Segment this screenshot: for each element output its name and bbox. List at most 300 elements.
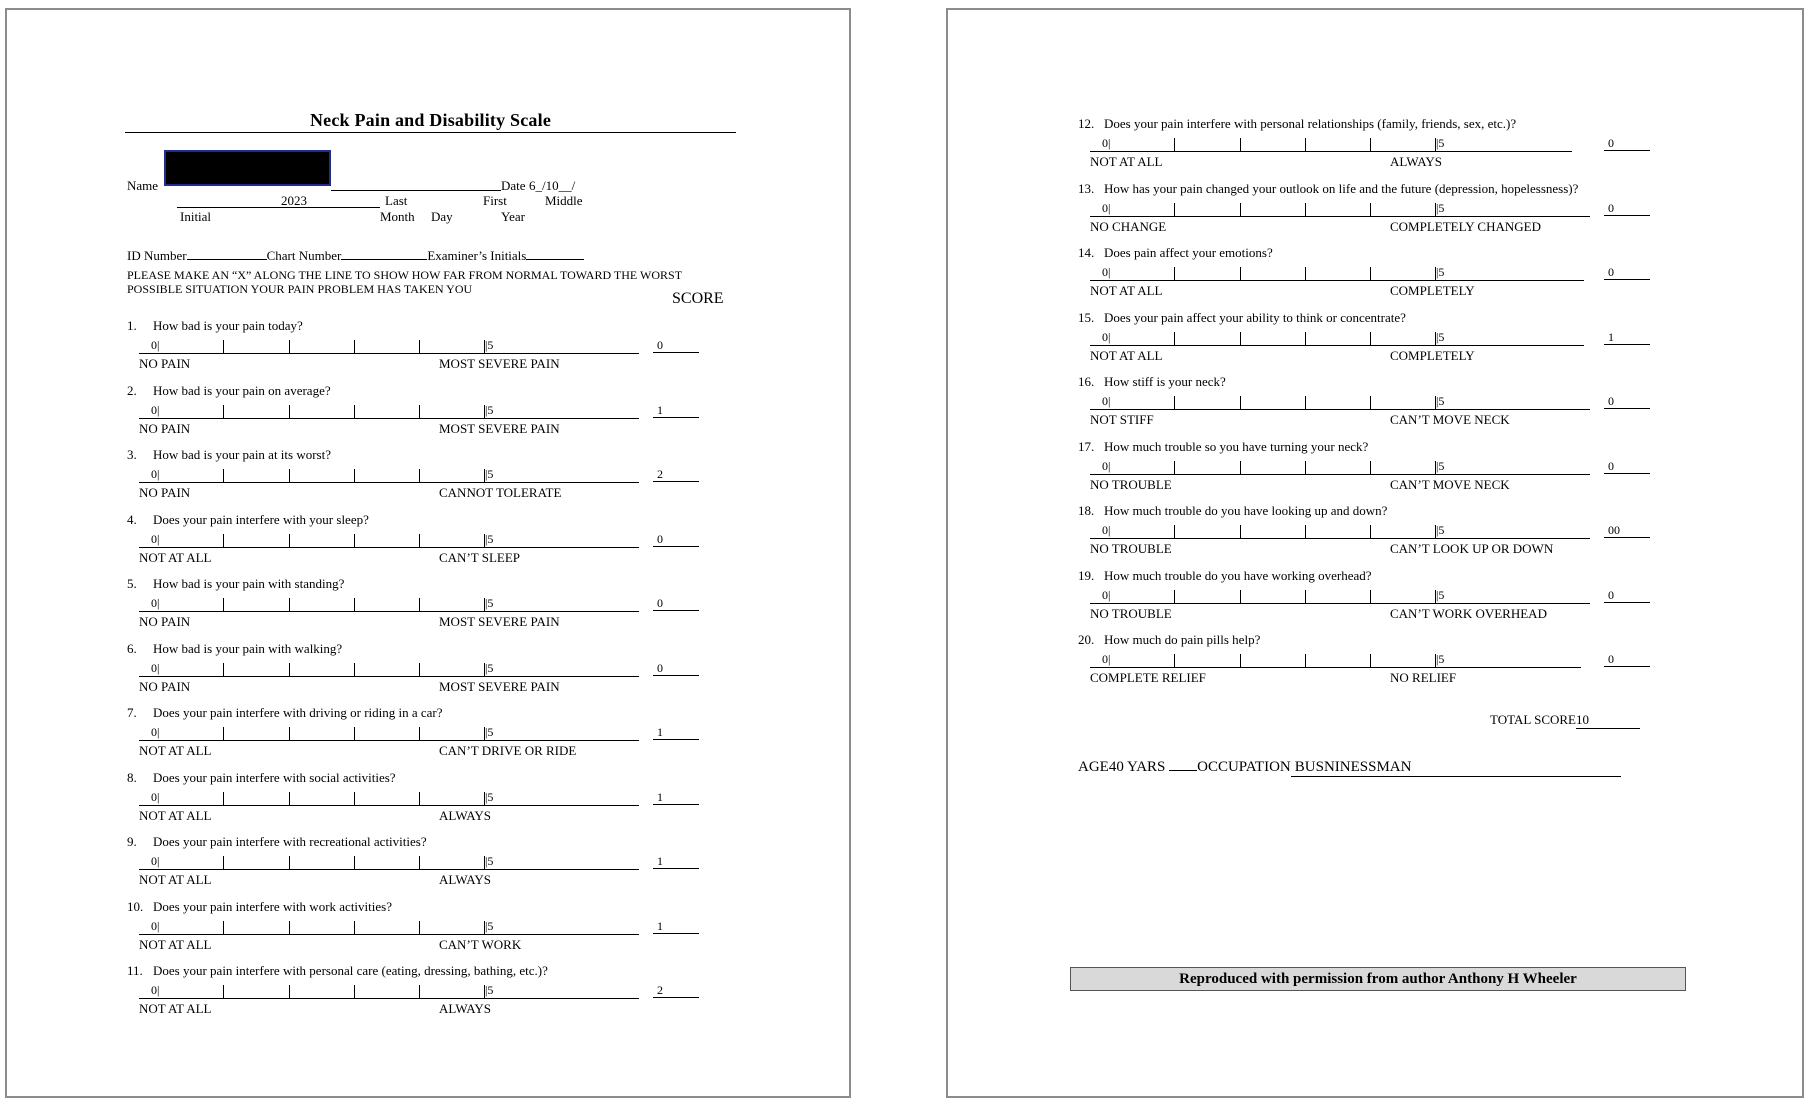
- date-value: 6_/10__/: [529, 178, 576, 193]
- scale-five: |5: [1436, 200, 1445, 215]
- scale-high-label: COMPLETELY: [1390, 347, 1475, 363]
- permission-notice: Reproduced with permission from author Anthony H Wheeler: [1070, 967, 1686, 991]
- scale-tick: [1240, 396, 1241, 409]
- scale-high-label: CAN’T LOOK UP OR DOWN: [1390, 541, 1554, 556]
- scale-zero: 0|: [1102, 200, 1111, 215]
- scale-tick: [1370, 138, 1371, 151]
- scale-anchor-labels: [1090, 412, 1510, 428]
- question-label: Does your pain interfere with social activities?: [153, 769, 396, 785]
- question-score[interactable]: 0: [653, 532, 699, 547]
- score-header: SCORE: [672, 290, 724, 307]
- scale-tick: [1240, 525, 1241, 538]
- middle-label: Middle: [545, 193, 583, 208]
- question-text: [1078, 374, 1226, 390]
- scale-tick: [223, 792, 224, 805]
- scale-high-label: MOST SEVERE PAIN: [439, 678, 560, 694]
- question-number: 20.: [1078, 632, 1095, 647]
- scale-tick: [1240, 138, 1241, 151]
- scale-zero: 0|: [151, 918, 160, 933]
- scale-zero: 0|: [1102, 394, 1111, 408]
- question-label: Does pain affect your emotions?: [1104, 245, 1273, 260]
- day-label: Day: [431, 209, 453, 224]
- scale-tick: [419, 856, 420, 869]
- scale-zero: 0|: [151, 789, 160, 804]
- question-number: 17.: [1078, 438, 1095, 454]
- rating-scale-line[interactable]: [139, 661, 639, 677]
- question-number: 2.: [127, 382, 137, 398]
- scale-anchor-labels: [139, 420, 560, 437]
- occupation-field: [1291, 759, 1621, 777]
- question-number: 16.: [1078, 374, 1095, 389]
- question-number: 5.: [127, 576, 137, 591]
- question-number: 7.: [127, 705, 137, 720]
- scale-high-label: ALWAYS: [439, 1001, 492, 1016]
- scale-tick: [289, 985, 290, 998]
- scale-high-label: COMPLETELY: [1390, 283, 1475, 298]
- scale-tick: [354, 405, 355, 418]
- scale-low-label: NOT AT ALL: [1090, 154, 1163, 169]
- scale-anchor-labels: [139, 872, 492, 888]
- scale-anchor-labels: [1090, 605, 1547, 622]
- scale-tick: [1174, 332, 1175, 345]
- total-score-label: TOTAL SCORE: [1490, 712, 1576, 727]
- question-label: How bad is your pain with standing?: [153, 576, 345, 591]
- id-number-label: ID Number: [127, 248, 187, 263]
- scale-five: |5: [485, 789, 494, 804]
- question-text: [1078, 116, 1516, 132]
- scale-low-label: NO TROUBLE: [1090, 476, 1172, 492]
- scale-tick: [1370, 654, 1371, 667]
- scale-low-label: NOT STIFF: [1090, 412, 1154, 427]
- rating-scale-line[interactable]: [1090, 330, 1584, 346]
- scale-tick: [223, 405, 224, 418]
- question-number: 14.: [1078, 245, 1095, 260]
- scale-tick: [1305, 590, 1306, 603]
- question-text: [127, 383, 331, 399]
- scale-anchor-labels: [139, 356, 560, 372]
- scale-tick: [419, 598, 420, 611]
- question-text: [1078, 568, 1372, 584]
- scale-low-label: NOT AT ALL: [139, 872, 212, 887]
- scale-high-label: MOST SEVERE PAIN: [439, 614, 560, 629]
- scale-zero: 0|: [1102, 329, 1111, 344]
- scale-high-label: CAN’T WORK: [439, 936, 522, 952]
- scale-tick: [419, 663, 420, 676]
- rating-scale-line[interactable]: [1090, 394, 1590, 410]
- scale-tick: [289, 856, 290, 869]
- scale-tick: [354, 469, 355, 482]
- scale-five: |5: [1436, 458, 1445, 473]
- scale-tick: [1174, 138, 1175, 151]
- scale-five: |5: [485, 467, 494, 481]
- age-value: 40 YARS: [1108, 759, 1166, 775]
- scale-anchor-labels: [1090, 218, 1541, 235]
- scale-high-label: CAN’T SLEEP: [439, 549, 521, 565]
- scale-low-label: NO PAIN: [139, 356, 191, 371]
- scale-tick: [354, 921, 355, 934]
- rating-scale-line[interactable]: [1090, 201, 1590, 217]
- scale-tick: [419, 534, 420, 547]
- scale-five: |5: [485, 983, 494, 997]
- question-score[interactable]: 0: [1604, 652, 1650, 667]
- scale-zero: 0|: [1102, 265, 1111, 279]
- scale-high-label: NO RELIEF: [1390, 670, 1457, 685]
- question-text: [127, 641, 342, 657]
- question-label: Does your pain interfere with recreational activities?: [153, 834, 427, 849]
- scale-anchor-labels: [1090, 154, 1443, 170]
- scale-anchor-labels: [139, 549, 521, 566]
- question-score[interactable]: 1: [1604, 330, 1650, 345]
- scale-low-label: NOT AT ALL: [139, 807, 212, 823]
- scale-tick: [1174, 396, 1175, 409]
- question-text: [1078, 310, 1406, 326]
- scale-tick: [354, 792, 355, 805]
- scale-low-label: NO CHANGE: [1090, 218, 1167, 234]
- scale-tick: [289, 469, 290, 482]
- scale-five: |5: [1436, 265, 1445, 279]
- scale-high-label: CAN’T MOVE NECK: [1390, 476, 1510, 492]
- question-number: 15.: [1078, 309, 1095, 325]
- scale-tick: [1370, 590, 1371, 603]
- scale-tick: [354, 534, 355, 547]
- question-number: 13.: [1078, 180, 1095, 196]
- scale-five: |5: [1436, 587, 1445, 602]
- scale-tick: [289, 663, 290, 676]
- scale-tick: [289, 792, 290, 805]
- rating-scale-line[interactable]: [1090, 459, 1590, 475]
- scale-tick: [1240, 332, 1241, 345]
- question-label: How much trouble do you have looking up and down?: [1104, 503, 1388, 518]
- question-score[interactable]: 0: [653, 338, 699, 353]
- scale-tick: [289, 534, 290, 547]
- scale-five: |5: [1436, 136, 1445, 150]
- rating-scale-line[interactable]: [139, 919, 639, 935]
- scale-five: |5: [1436, 329, 1445, 344]
- scale-five: |5: [485, 918, 494, 933]
- scale-five: |5: [1436, 652, 1445, 666]
- scale-anchor-labels: [139, 614, 560, 630]
- question-text: [127, 963, 548, 979]
- scale-tick: [1240, 590, 1241, 603]
- question-label: Does your pain interfere with driving or riding in a car?: [153, 705, 443, 720]
- scale-zero: 0|: [151, 467, 160, 481]
- scale-anchor-labels: [139, 936, 522, 953]
- scale-tick: [1370, 203, 1371, 216]
- question-label: How much do pain pills help?: [1104, 632, 1261, 647]
- scale-zero: 0|: [151, 660, 160, 675]
- scale-tick: [223, 534, 224, 547]
- scale-anchor-labels: [1090, 283, 1475, 299]
- question-number: 3.: [127, 447, 137, 462]
- question-text: [1078, 503, 1387, 519]
- first-label: First: [483, 193, 507, 208]
- scale-five: |5: [485, 338, 494, 352]
- scale-tick: [354, 598, 355, 611]
- question-label: Does your pain interfere with personal relationships (family, friends, sex, etc.)?: [1104, 116, 1517, 131]
- rating-scale-line[interactable]: [1090, 588, 1590, 604]
- question-number: 4.: [127, 511, 137, 527]
- scale-tick: [354, 856, 355, 869]
- examiner-initials-label: Examiner’s Initials: [427, 248, 527, 263]
- rating-scale-line[interactable]: [139, 854, 639, 870]
- scale-tick: [1370, 396, 1371, 409]
- scale-five: |5: [485, 854, 494, 868]
- chart-number-label: Chart Number: [266, 248, 342, 263]
- scale-tick: [1174, 461, 1175, 474]
- scale-tick: [223, 663, 224, 676]
- scale-tick: [419, 340, 420, 353]
- question-label: Does your pain affect your ability to think or concentrate?: [1104, 309, 1406, 325]
- scale-five: |5: [1436, 523, 1445, 537]
- scale-tick: [1305, 461, 1306, 474]
- month-label: Month: [380, 209, 415, 224]
- scale-anchor-labels: [139, 1001, 492, 1017]
- scale-anchor-labels: [1090, 670, 1457, 686]
- scale-tick: [289, 598, 290, 611]
- question-text: [1078, 181, 1578, 197]
- scale-tick: [1370, 267, 1371, 280]
- question-number: 9.: [127, 834, 137, 849]
- id-chart-examiner-row: [127, 246, 584, 264]
- scale-tick: [419, 405, 420, 418]
- scale-tick: [1174, 654, 1175, 667]
- scale-low-label: NOT AT ALL: [1090, 347, 1163, 363]
- rating-scale-line[interactable]: [139, 725, 639, 741]
- scale-tick: [223, 921, 224, 934]
- question-score[interactable]: 1: [653, 403, 699, 418]
- scale-zero: 0|: [151, 854, 160, 868]
- question-text: [127, 834, 427, 850]
- scale-tick: [223, 469, 224, 482]
- scale-low-label: NOT AT ALL: [139, 743, 212, 758]
- scale-tick: [419, 985, 420, 998]
- question-score[interactable]: 2: [653, 467, 699, 482]
- question-score[interactable]: 0: [1604, 265, 1650, 280]
- question-text: [1078, 439, 1368, 455]
- scale-tick: [1174, 203, 1175, 216]
- scale-anchor-labels: [139, 678, 560, 695]
- scale-tick: [1370, 525, 1371, 538]
- question-number: 10.: [127, 898, 144, 914]
- rating-scale-line[interactable]: [139, 983, 639, 999]
- age-label: AGE: [1078, 759, 1109, 775]
- scale-tick: [223, 856, 224, 869]
- scale-anchor-labels: [139, 485, 562, 501]
- form-title: Neck Pain and Disability Scale: [125, 110, 736, 133]
- question-score[interactable]: 0: [1604, 136, 1650, 151]
- scale-tick: [1174, 267, 1175, 280]
- occupation-label: OCCUPATION: [1197, 759, 1291, 775]
- rating-scale-line[interactable]: [139, 338, 639, 354]
- scale-low-label: NOT AT ALL: [139, 936, 212, 952]
- question-number: 19.: [1078, 567, 1095, 583]
- question-score[interactable]: 00: [1604, 523, 1650, 538]
- rating-scale-line[interactable]: [1090, 265, 1584, 281]
- scale-low-label: NO PAIN: [139, 614, 191, 629]
- instruction-line-1: PLEASE MAKE AN “X” ALONG THE LINE TO SHOW HOW FAR FROM NORMAL TOWARD THE WORST: [127, 268, 683, 282]
- scale-tick: [1240, 461, 1241, 474]
- scale-tick: [354, 727, 355, 740]
- scale-tick: [419, 792, 420, 805]
- scale-zero: 0|: [151, 402, 160, 417]
- scale-zero: 0|: [151, 338, 160, 352]
- question-score[interactable]: 1: [653, 725, 699, 740]
- scale-zero: 0|: [151, 596, 160, 610]
- total-score-row: [1490, 712, 1640, 729]
- question-score[interactable]: 0: [1604, 394, 1650, 409]
- scale-tick: [1370, 461, 1371, 474]
- scale-five: |5: [485, 725, 494, 739]
- scale-tick: [419, 921, 420, 934]
- scale-tick: [1305, 654, 1306, 667]
- scale-tick: [289, 405, 290, 418]
- scale-tick: [1305, 396, 1306, 409]
- question-label: How bad is your pain at its worst?: [153, 447, 332, 462]
- scale-low-label: NO PAIN: [139, 420, 191, 436]
- rating-scale-line[interactable]: [139, 403, 639, 419]
- scale-tick: [1305, 138, 1306, 151]
- instruction-line-2: POSSIBLE SITUATION YOUR PAIN PROBLEM HAS TAKEN YOU: [127, 282, 473, 296]
- question-score[interactable]: 0: [1604, 201, 1650, 216]
- question-label: How bad is your pain with walking?: [153, 640, 343, 656]
- question-label: How bad is your pain on average?: [153, 382, 331, 398]
- scale-high-label: CAN’T MOVE NECK: [1390, 412, 1510, 427]
- question-label: Does your pain interfere with personal care (eating, dressing, bathing, etc.)?: [153, 963, 548, 978]
- scale-tick: [1370, 332, 1371, 345]
- question-score[interactable]: 0: [653, 661, 699, 676]
- question-number: 8.: [127, 769, 137, 785]
- scale-high-label: MOST SEVERE PAIN: [439, 420, 560, 436]
- scale-tick: [354, 340, 355, 353]
- occupation-value: BUSNINESSMAN: [1294, 759, 1412, 775]
- total-score-value: 10: [1576, 712, 1640, 729]
- question-number: 11.: [127, 963, 143, 978]
- scale-five: |5: [485, 596, 494, 610]
- scale-low-label: NOT AT ALL: [139, 549, 212, 565]
- scale-anchor-labels: [139, 807, 492, 824]
- scale-tick: [1174, 590, 1175, 603]
- scale-tick: [1305, 267, 1306, 280]
- rating-scale-line[interactable]: [139, 532, 639, 548]
- scale-tick: [1305, 525, 1306, 538]
- year-line: [177, 207, 380, 208]
- question-label: Does your pain interfere with work activities?: [153, 898, 392, 914]
- scale-zero: 0|: [1102, 587, 1111, 602]
- scale-zero: 0|: [1102, 523, 1111, 537]
- scale-tick: [354, 985, 355, 998]
- scale-tick: [223, 340, 224, 353]
- scale-high-label: MOST SEVERE PAIN: [439, 356, 560, 371]
- rating-scale-line[interactable]: [1090, 652, 1581, 668]
- scale-high-label: ALWAYS: [439, 872, 492, 887]
- scale-tick: [1305, 332, 1306, 345]
- question-score[interactable]: 1: [653, 790, 699, 805]
- scale-anchor-labels: [1090, 476, 1510, 493]
- scale-tick: [419, 469, 420, 482]
- year-label: Year: [501, 209, 525, 224]
- scale-tick: [1305, 203, 1306, 216]
- scale-low-label: NO PAIN: [139, 678, 191, 694]
- scale-low-label: NOT AT ALL: [139, 1001, 212, 1016]
- question-label: How bad is your pain today?: [153, 318, 303, 333]
- rating-scale-line[interactable]: [1090, 523, 1590, 539]
- scale-five: |5: [485, 531, 494, 546]
- question-score[interactable]: 1: [653, 854, 699, 869]
- scale-tick: [1240, 267, 1241, 280]
- rating-scale-line[interactable]: [139, 790, 639, 806]
- scale-tick: [289, 727, 290, 740]
- scale-zero: 0|: [151, 531, 160, 546]
- scale-tick: [1174, 525, 1175, 538]
- rating-scale-line[interactable]: [139, 467, 639, 483]
- scale-zero: 0|: [151, 983, 160, 997]
- scale-tick: [289, 921, 290, 934]
- scale-tick: [419, 727, 420, 740]
- scale-zero: 0|: [1102, 136, 1111, 150]
- question-number: 1.: [127, 318, 137, 333]
- question-text: [127, 705, 443, 721]
- chart-number-field[interactable]: [341, 246, 427, 260]
- scale-high-label: ALWAYS: [439, 807, 492, 823]
- scale-tick: [223, 598, 224, 611]
- scale-low-label: NO TROUBLE: [1090, 541, 1172, 556]
- age-occupation-row: [1078, 756, 1621, 777]
- question-label: How stiff is your neck?: [1104, 374, 1226, 389]
- form-page-2: [946, 8, 1804, 1098]
- question-text: [127, 318, 303, 334]
- initial-label: Initial: [180, 209, 212, 224]
- scale-low-label: NO PAIN: [139, 485, 191, 500]
- scale-tick: [1240, 654, 1241, 667]
- question-score[interactable]: 0: [653, 596, 699, 611]
- scale-high-label: ALWAYS: [1390, 154, 1443, 169]
- scale-five: |5: [485, 402, 494, 417]
- scale-tick: [223, 727, 224, 740]
- scale-five: |5: [1436, 394, 1445, 408]
- question-text: [127, 512, 369, 528]
- question-score[interactable]: 0: [1604, 459, 1650, 474]
- question-score[interactable]: 2: [653, 983, 699, 998]
- question-text: [1078, 245, 1273, 261]
- scale-zero: 0|: [1102, 458, 1111, 473]
- id-number-field[interactable]: [187, 246, 267, 260]
- scale-high-label: CAN’T WORK OVERHEAD: [1390, 605, 1547, 621]
- question-label: How much trouble so you have turning your neck?: [1104, 438, 1369, 454]
- question-number: 18.: [1078, 503, 1095, 518]
- question-score[interactable]: 1: [653, 919, 699, 934]
- rating-scale-line[interactable]: [139, 596, 639, 612]
- scale-high-label: COMPLETELY CHANGED: [1390, 218, 1541, 234]
- date-label: Date: [501, 178, 526, 193]
- scale-low-label: NO TROUBLE: [1090, 605, 1172, 621]
- examiner-initials-field[interactable]: [526, 246, 584, 260]
- question-text: [127, 770, 396, 786]
- scale-high-label: CAN’T DRIVE OR RIDE: [439, 743, 577, 758]
- scale-five: |5: [485, 660, 494, 675]
- redacted-name: [164, 150, 331, 186]
- scale-low-label: COMPLETE RELIEF: [1090, 670, 1206, 685]
- name-line: [331, 190, 501, 191]
- scale-zero: 0|: [151, 725, 160, 739]
- scale-tick: [289, 340, 290, 353]
- age-blank: [1169, 756, 1197, 771]
- form-page-1: [5, 8, 851, 1098]
- question-text: [127, 447, 331, 463]
- scale-tick: [223, 985, 224, 998]
- question-score[interactable]: 0: [1604, 588, 1650, 603]
- rating-scale-line[interactable]: [1090, 136, 1572, 152]
- year-value: 2023: [281, 193, 307, 208]
